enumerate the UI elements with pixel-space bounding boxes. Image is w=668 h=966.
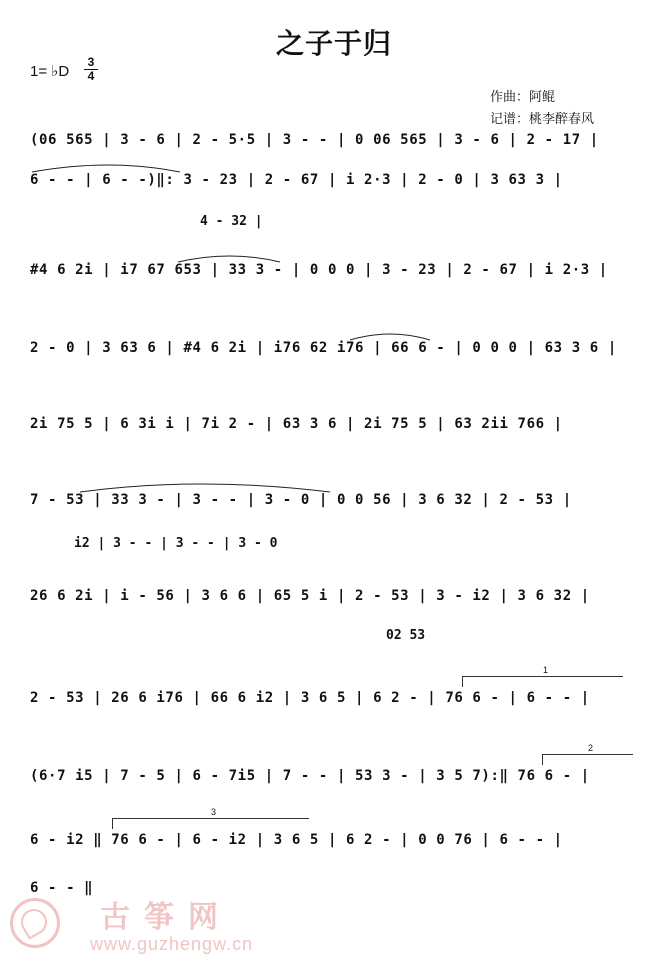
score-row-text: 7 - 53 | 33 3 - | 3 - - | 3 - 0 | 0 0 56 | 3 6 32 | 2 - 53 | [30, 492, 572, 508]
score-row-text: 26 6 2i | i - 56 | 3 6 6 | 65 5 i | 2 - 53 | 3 - i2 | 3 6 32 | [30, 588, 590, 604]
alternate-measure: 02 53 [386, 628, 426, 643]
meter-numerator: 3 [84, 56, 98, 70]
score-row-text: 2 - 53 | 26 6 i76 | 66 6 i2 | 3 6 5 | 6 2 - | 76 6 - | 6 - - | [30, 690, 590, 706]
watermark-name: 古筝网 [100, 900, 232, 935]
score-row-7 [30, 584, 642, 614]
volta-label: 3 [211, 807, 217, 817]
meter-denominator: 4 [87, 69, 95, 83]
volta-label: 1 [543, 665, 549, 675]
composer-credit: 作曲：阿鲲 [490, 90, 556, 105]
alternate-measure: i2 | 3 - - | 3 - - | 3 - 0 [74, 536, 278, 551]
score-row-text: 2i 75 5 | 6 3i i | 7i 2 - | 63 3 6 | 2i 75 5 | 63 2ii 766 | [30, 416, 563, 432]
score-row-8 [30, 686, 642, 716]
score-row-3 [30, 258, 642, 288]
score-row-2 [30, 168, 642, 198]
volta-label: 2 [588, 743, 594, 753]
score-row-6 [30, 488, 642, 518]
score-row-text: 6 - - ‖ [30, 880, 94, 896]
score-row-4 [30, 336, 642, 366]
alternate-measure: 4 - 32 | [200, 214, 263, 229]
score-row-1 [30, 128, 642, 158]
score-row-10 [30, 828, 642, 858]
score-row-text: (6·7 i5 | 7 - 5 | 6 - 7i5 | 7 - - | 53 3 - | 3 5 7):‖ 76 6 - | [30, 768, 590, 784]
score-row-text: 6 - i2 ‖ 76 6 - | 6 - i2 | 3 6 5 | 6 2 - | 0 0 76 | 6 - - | [30, 832, 563, 848]
score-row-text: 6 - - | 6 - -)‖: 3 - 23 | 2 - 67 | i 2·3 | 2 - 0 | 3 63 3 | [30, 172, 563, 188]
score-row-text: #4 6 2i | i7 67 653 | 33 3 - | 0 0 0 | 3 - 23 | 2 - 67 | i 2·3 | [30, 262, 608, 278]
site-watermark [0, 888, 300, 966]
score-row-text: 2 - 0 | 3 63 6 | #4 6 2i | i76 62 i76 | 66 6 - | 0 0 0 | 63 3 6 | [30, 340, 617, 356]
time-signature [84, 56, 98, 83]
key-signature: 1= ♭D [30, 63, 70, 80]
transcriber-credit: 记谱：桃李醉春风 [490, 112, 595, 127]
score-row-9 [30, 764, 642, 794]
page-title: 之子于归 [275, 27, 392, 60]
guzheng-logo-icon [10, 898, 60, 948]
score-row-5 [30, 412, 642, 442]
watermark-url: www.guzhengw.cn [90, 934, 254, 954]
score-row-text: (06 565 | 3 - 6 | 2 - 5·5 | 3 - - | 0 06 565 | 3 - 6 | 2 - 17 | [30, 132, 599, 148]
